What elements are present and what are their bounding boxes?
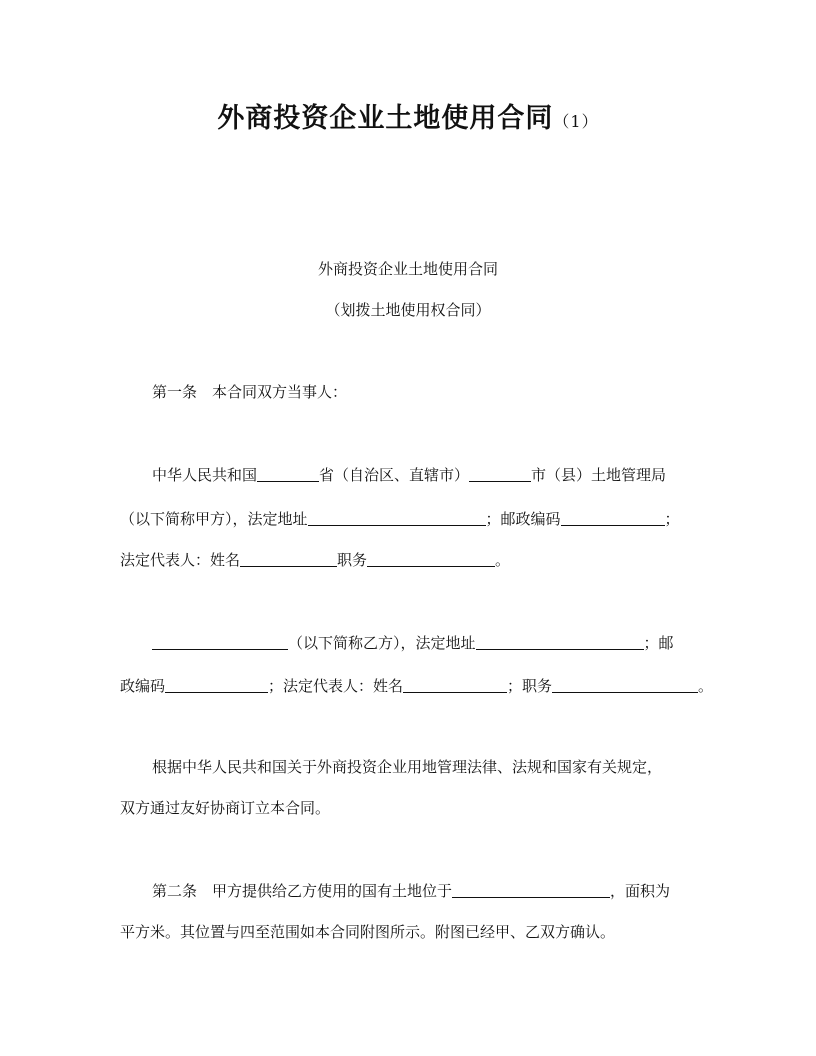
article1-heading: 第一条 本合同双方当事人： <box>152 383 348 401</box>
partyB-line2 <box>120 675 713 696</box>
text-segment: （以下简称甲方），法定地址 <box>120 510 308 528</box>
document-title <box>0 96 816 135</box>
title-main: 外商投资企业土地使用合同 <box>217 103 554 134</box>
blank-land-location[interactable] <box>452 882 610 898</box>
blank-partyB-rep-title[interactable] <box>552 677 698 693</box>
basis-line2: 双方通过友好协商订立本合同。 <box>120 799 331 817</box>
text-segment: 省（自治区、直辖市） <box>319 466 470 484</box>
text-segment: 。 <box>698 677 714 695</box>
subtitle-line1: 外商投资企业土地使用合同 <box>317 260 498 278</box>
blank-partyA-postcode[interactable] <box>561 510 665 526</box>
partyA-line2 <box>120 508 680 529</box>
article2-line2: 平方米。其位置与四至范围如本合同附图所示。附图已经甲、乙双方确认。 <box>120 923 616 941</box>
text-segment: 职务 <box>337 551 368 569</box>
blank-partyB-address[interactable] <box>476 634 644 650</box>
blank-city[interactable] <box>469 466 531 482</box>
text-segment: ，面积为 <box>610 882 671 900</box>
partyB-line1 <box>152 632 674 653</box>
text-segment: ；法定代表人：姓名 <box>268 677 404 695</box>
partyA-line3 <box>120 549 510 570</box>
blank-province[interactable] <box>257 466 319 482</box>
blank-partyA-address[interactable] <box>308 510 486 526</box>
subtitle-line2: （划拨土地使用权合同） <box>325 301 491 319</box>
blank-partyB-postcode[interactable] <box>165 677 268 693</box>
text-segment: （以下简称乙方），法定地址 <box>288 634 476 652</box>
partyA-line1 <box>152 464 666 485</box>
blank-partyB-name[interactable] <box>152 634 288 650</box>
text-segment: 中华人民共和国 <box>152 466 258 484</box>
title-suffix: （1） <box>553 112 599 131</box>
blank-partyB-rep-name[interactable] <box>403 677 507 693</box>
blank-partyA-rep-name[interactable] <box>240 551 337 567</box>
article2-line1 <box>152 880 670 901</box>
text-segment: ；邮 <box>643 634 674 652</box>
text-segment: 第二条 甲方提供给乙方使用的国有土地位于 <box>152 882 453 900</box>
blank-partyA-rep-title[interactable] <box>367 551 495 567</box>
text-segment: 。 <box>495 551 511 569</box>
text-segment: 法定代表人：姓名 <box>120 551 241 569</box>
text-segment: ； <box>664 510 680 528</box>
basis-line1: 根据中华人民共和国关于外商投资企业用地管理法律、法规和国家有关规定， <box>152 758 663 776</box>
text-segment: 市（县）土地管理局 <box>531 466 667 484</box>
text-segment: ；职务 <box>507 677 553 695</box>
text-segment: 政编码 <box>120 677 166 695</box>
text-segment: ；邮政编码 <box>485 510 561 528</box>
